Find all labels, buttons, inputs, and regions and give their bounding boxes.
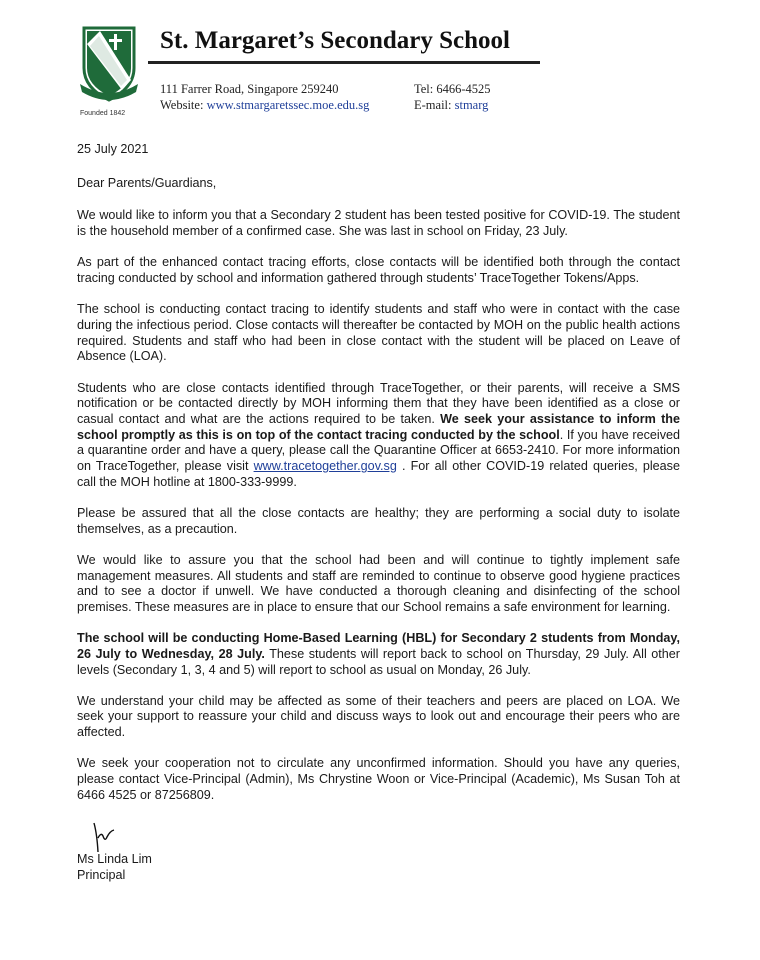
handwritten-signature (88, 820, 128, 856)
founded-year: Founded 1842 (80, 110, 126, 117)
letterhead-rule (148, 61, 540, 64)
letter-body (77, 142, 680, 819)
tracetogether-link[interactable]: www.tracetogether.gov.sg (253, 459, 397, 474)
school-email-line (414, 98, 498, 113)
email-label: E-mail: (414, 98, 455, 112)
email-link[interactable]: stmarg (454, 98, 489, 112)
paragraph-9: We seek your cooperation not to circulate any unconfirmed information. Should you have any queries, please contact Vice-Principal (Admin), Ms Chrystine Woon or Vice-Principal (Academic), Ms Susan Toh at 6466 4525 or 87256809. (77, 756, 680, 802)
salutation: Dear Parents/Guardians, (77, 175, 217, 190)
paragraph-4-part-c: . For all other COVID-19 related queries, please call the MOH hotline at 1800-333-9999. (77, 459, 680, 489)
school-telephone: Tel: 6466-4525 (414, 82, 491, 96)
paragraph-4-part-a: Students who are close contacts identified through TraceTogether, or their parents, will receive a SMS notification or be contacted directly by MOH informing them that they have been identified as a close or casual contact and what are the actions required to be taken. (77, 380, 680, 426)
paragraph-8: We understand your child may be affected as some of their teachers and peers are placed on LOA. We seek your support to reassure your child and discuss ways to look out and encourage their peers who are affected. (77, 693, 680, 740)
school-name: St. Margaret’s Secondary School (160, 27, 510, 54)
website-label: Website: (160, 98, 207, 112)
school-website-line (160, 98, 369, 113)
paragraph-3: The school is conducting contact tracing to identify students and staff who were in contact with the case during the infectious period. Close contacts will thereafter be contacted by MOH on the public health actions required. Students and staff who had been in close contact with the student will be placed on Leave of Absence (LOA). (77, 302, 680, 364)
website-link[interactable]: www.stmargaretssec.moe.edu.sg (206, 98, 370, 112)
paragraph-4-part-b: . If you have received a quarantine order and have a query, please call the Quarantine Officer at 6653-2410. For more information on TraceTogether, please visit (77, 427, 681, 474)
paragraph-4 (77, 381, 680, 491)
school-address: 111 Farrer Road, Singapore 259240 (160, 82, 339, 96)
signer-title: Principal (77, 867, 126, 882)
paragraph-1: We would like to inform you that a Secondary 2 student has been tested positive for COVID-19. The student is the household member of a confirmed case. She was last in school on Friday, 23 July. (77, 208, 680, 239)
paragraph-4-emphasis: We seek your assistance to inform the school promptly as this is on top of the contact tracing conducted by the school (77, 411, 680, 442)
letter-date: 25 July 2021 (77, 142, 149, 156)
paragraph-7-emphasis: The school will be conducting Home-Based Learning (HBL) for Secondary 2 students from Monday, 26 July to Wednesday, 28 July. (77, 631, 680, 661)
signer-name: Ms Linda Lim (77, 852, 152, 866)
paragraph-7 (77, 631, 680, 678)
paragraph-5: Please be assured that all the close contacts are healthy; they are performing a social duty to isolate themselves, as a precaution. (77, 505, 680, 536)
paragraph-7-rest: These students will report back to school on Thursday, 29 July. All other levels (Secondary 1, 3, 4 and 5) will report to school as usual on Monday, 26 July. (77, 646, 680, 677)
school-crest-logo (78, 24, 140, 106)
paragraph-2: As part of the enhanced contact tracing efforts, close contacts will be identified both through the contact tracing conducted by school and information gathered through students’ TraceTogether Tokens/Apps. (77, 255, 680, 286)
signature-block (77, 852, 152, 883)
paragraph-6: We would like to assure you that the school had been and will continue to tightly implement safe management measures. All students and staff are reminded to continue to observe good hygiene practices and to see a doctor if unwell. We have conducted a thorough cleaning and disinfecting of the school premises. These measures are in place to ensure that our School remains a safe environment for learning. (77, 552, 680, 614)
